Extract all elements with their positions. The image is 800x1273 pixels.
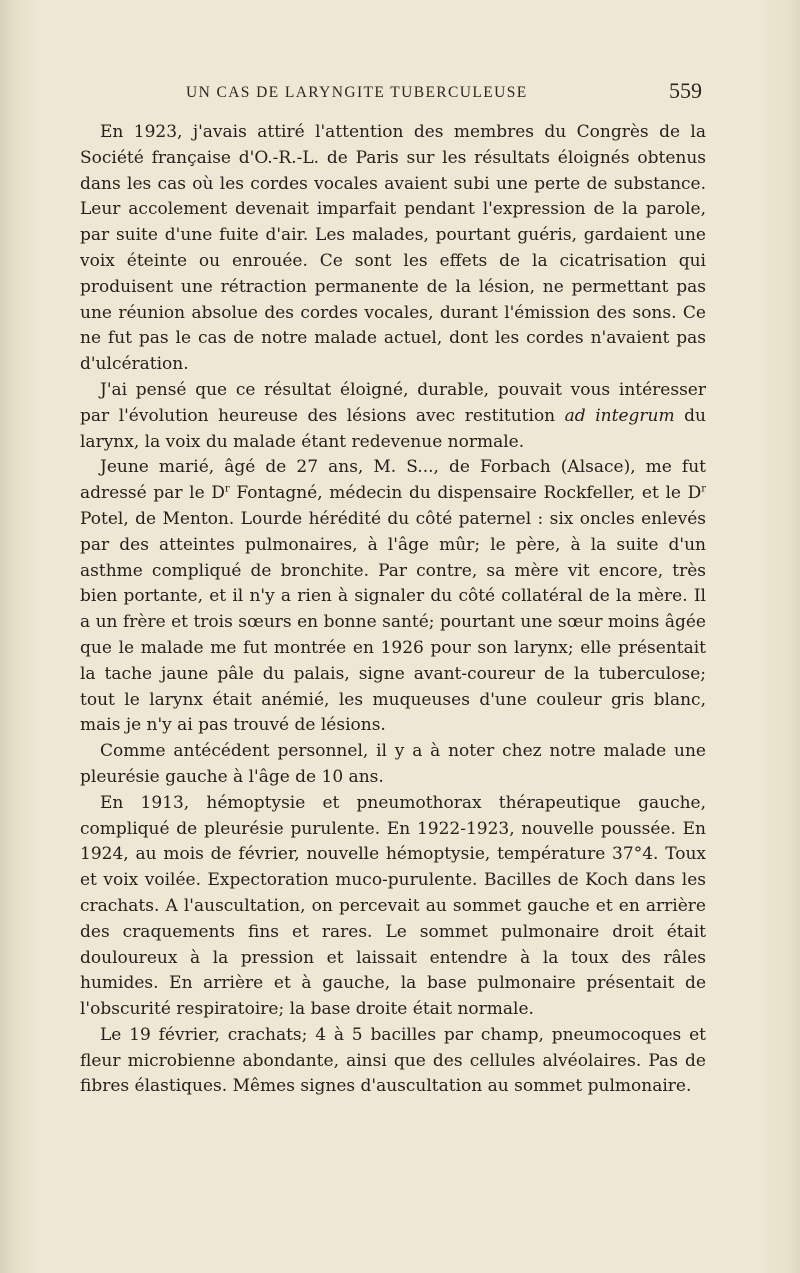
doctor-superscript-2: r — [701, 483, 706, 495]
paragraph-2-italic: ad integrum — [564, 405, 675, 426]
paragraph-3-part-3: Potel, de Menton. Lourde hérédité du côté paternel : six oncles enlevés par des atteintes pulmonaires, à l'âge mûr; le père, à la suite d'un asthme compliqué de bronchite. Par contre, sa mère vit encore, très bien portante, et il n'y a rien à signaler du côté collatéral de la mère. Il a un frère et trois sœurs en bonne santé; pourtant une sœur moins âgée que le malade me fut montrée en 1926 pour son larynx; elle présentait la tache jaune pâle du palais, signe avant-coureur de la tuberculose; tout le larynx était anémié, les muqueuses d'une couleur gris blanc, mais je n'y ai pas trouvé de lésions. — [80, 508, 706, 736]
paragraph-5: En 1913, hémoptysie et pneumothorax thérapeutique gauche, compliqué de pleurésie purulente. En 1922-1923, nouvelle poussée. En 1924, au mois de février, nouvelle hémoptysie, température 37°4. Toux et voix voilée. Expectoration muco-purulente. Bacilles de Koch dans les crachats. A l'auscultation, on percevait au sommet gauche et en arrière des craquements fins et rares. Le sommet pulmonaire droit était douloureux à la pression et laissait entendre à la toux des râles humides. En arrière et à gauche, la base pulmonaire présentait de l'obscurité respiratoire; la base droite était normale. — [80, 792, 706, 1020]
paragraph-6: Le 19 février, crachats; 4 à 5 bacilles par champ, pneumocoques et fleur microbienne abondante, ainsi que des cellules alvéolaires. Pas de fibres élastiques. Mêmes signes d'auscultation au sommet pulmonaire. — [80, 1024, 706, 1097]
paragraph-3-part-1: Jeune marié, âgé de 27 ans, M. S..., de Forbach (Alsace), me fut adressé par le D — [80, 457, 706, 504]
running-title: UN CAS DE LARYNGITE TUBERCULEUSE — [186, 84, 528, 101]
doctor-superscript-1: r — [224, 483, 230, 495]
body-text — [80, 120, 706, 1100]
paragraph-2 — [80, 378, 706, 455]
paragraph-2-end: du larynx, la voix du malade étant redevenue normale. — [80, 405, 706, 452]
paragraph-4: Comme antécédent personnel, il y a à noter chez notre malade une pleurésie gauche à l'âge de 10 ans. — [80, 741, 706, 787]
paragraph-3-part-2: Fontagné, médecin du dispensaire Rockfeller, et le D — [229, 483, 702, 504]
page-number: 559 — [669, 78, 702, 103]
running-head — [0, 76, 800, 106]
paragraph-3 — [80, 455, 706, 739]
paragraph-1: En 1923, j'avais attiré l'attention des membres du Congrès de la Société française d'O.-R.-L. de Paris sur les résultats éloignés obtenus dans les cas où les cordes vocales avaient subi une perte de substance. Leur accolement devenait imparfait pendant l'expression de la parole, par suite d'une fuite d'air. Les malades, pourtant guéris, gardaient une voix éteinte ou enrouée. Ce sont les effets de la cicatrisation qui produisent une rétraction permanente de la lésion, ne permettant pas une réunion absolue des cordes vocales, durant l'émission des sons. Ce ne fut pas le cas de notre malade actuel, dont les cordes n'avaient pas d'ulcération. — [80, 122, 706, 375]
paragraph-2-start: J'ai pensé que ce résultat éloigné, durable, pouvait vous intéresser par l'évolution heureuse des lésions avec restitution — [80, 379, 706, 426]
